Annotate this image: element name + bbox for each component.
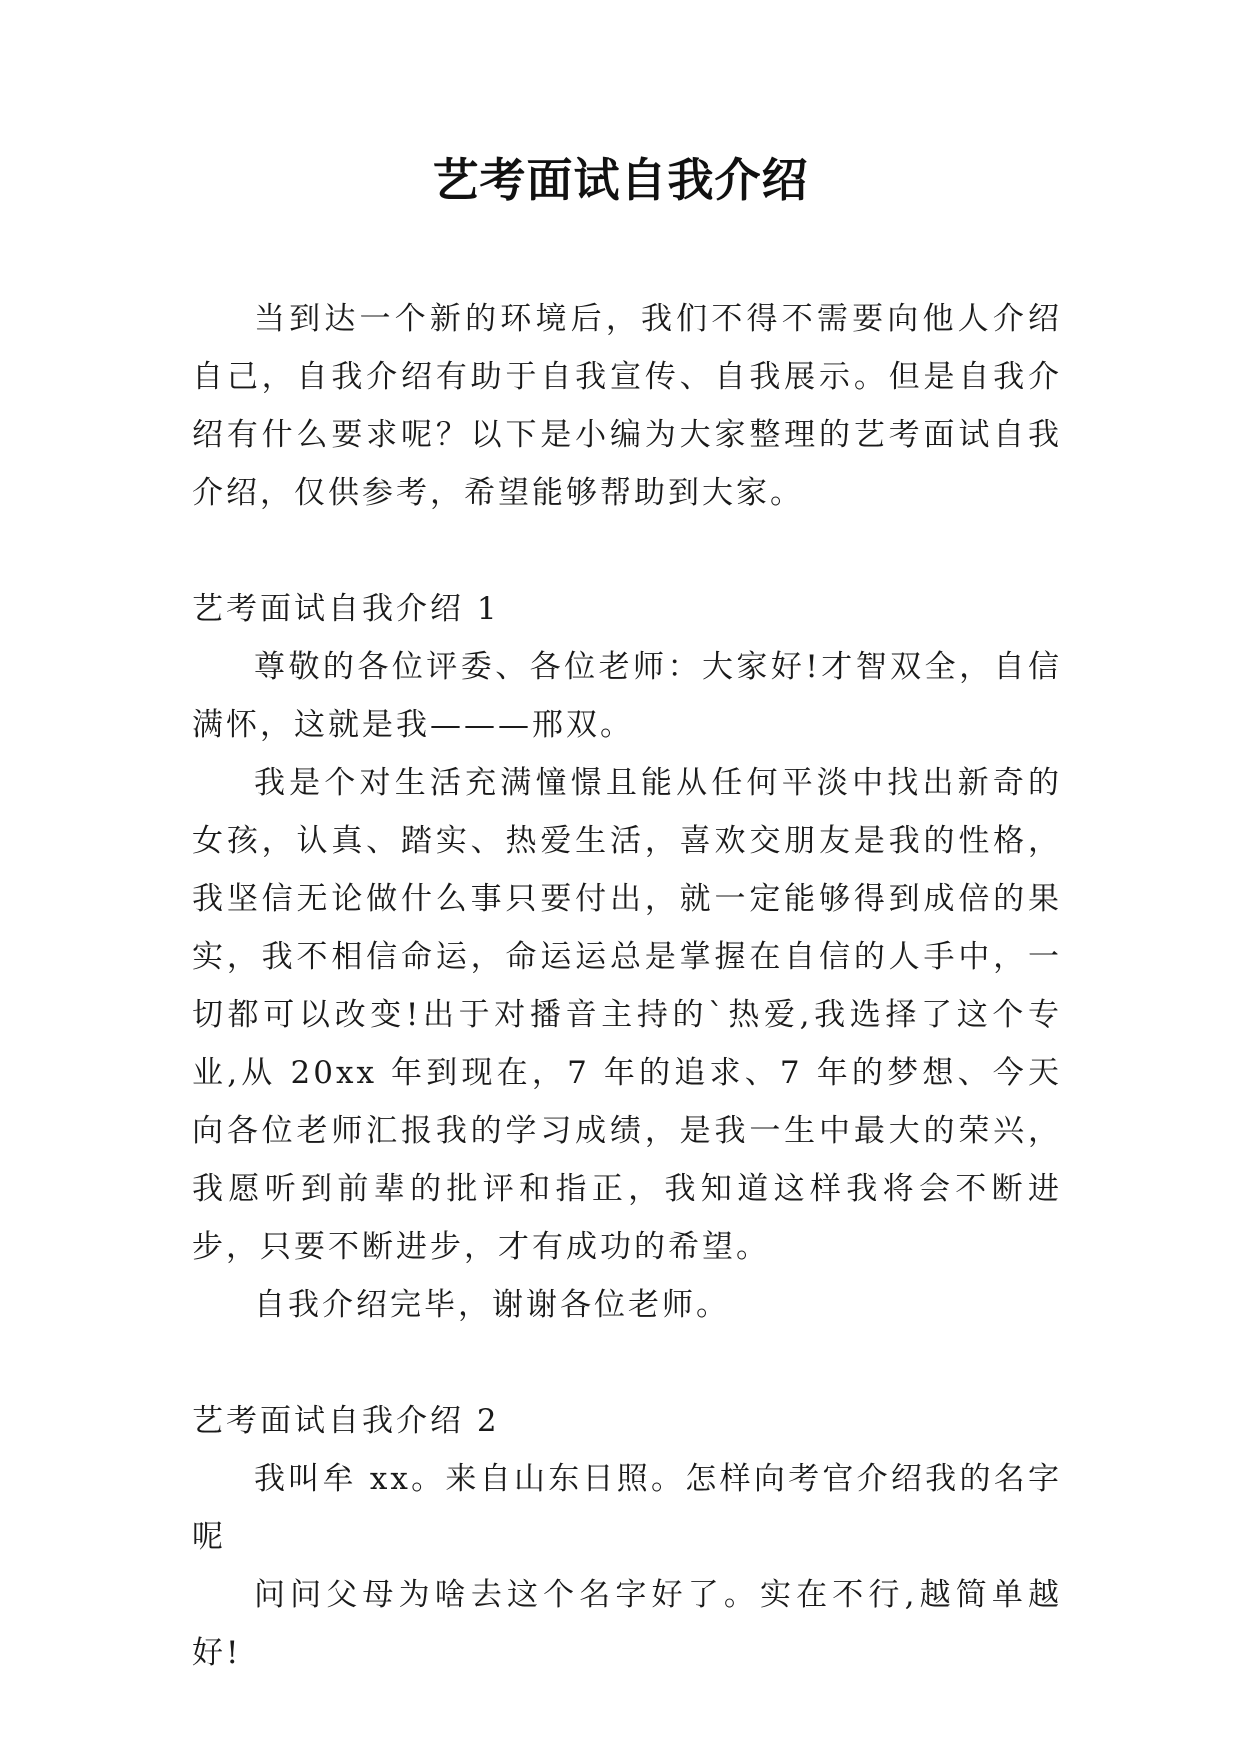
section-2-paragraph-2: 问问父母为啥去这个名字好了。实在不行,越简单越好! xyxy=(192,1577,1062,1671)
section-spacer xyxy=(192,1334,1062,1392)
section-heading-1: 艺考面试自我介绍 1 xyxy=(192,591,500,627)
section-1-paragraph-1: 尊敬的各位评委、各位老师：大家好!才智双全，自信满怀，这就是我———邢双。 xyxy=(192,649,1062,743)
section-1-paragraph-3: 自我介绍完毕，谢谢各位老师。 xyxy=(254,1287,730,1323)
section-1-paragraph-2: 我是个对生活充满憧憬且能从任何平淡中找出新奇的女孩，认真、踏实、热爱生活，喜欢交朋友是我的性格，我坚信无论做什么事只要付出，就一定能够得到成倍的果实，我不相信命运，命运运总是掌握在自信的人手中，一切都可以改变!出于对播音主持的`热爱,我选择了这个专业,从 20xx 年到现在，7 年的追求、7 年的梦想、今天向各位老师汇报我的学习成绩，是我一生中最大的荣兴，我愿听到前辈的批评和指正，我知道这样我将会不断进步，只要不断进步，才有成功的希望。 xyxy=(192,765,1062,1265)
document-title: 艺考面试自我介绍 xyxy=(432,153,809,207)
document-body xyxy=(192,290,1062,1682)
section-heading-2: 艺考面试自我介绍 2 xyxy=(192,1403,500,1439)
section-spacer xyxy=(192,522,1062,580)
section-2-paragraph-1: 我叫牟 xx。来自山东日照。怎样向考官介绍我的名字呢 xyxy=(192,1461,1062,1555)
intro-paragraph: 当到达一个新的环境后，我们不得不需要向他人介绍自己，自我介绍有助于自我宣传、自我展示。但是自我介绍有什么要求呢？以下是小编为大家整理的艺考面试自我介绍，仅供参考，希望能够帮助到大家。 xyxy=(192,301,1062,511)
